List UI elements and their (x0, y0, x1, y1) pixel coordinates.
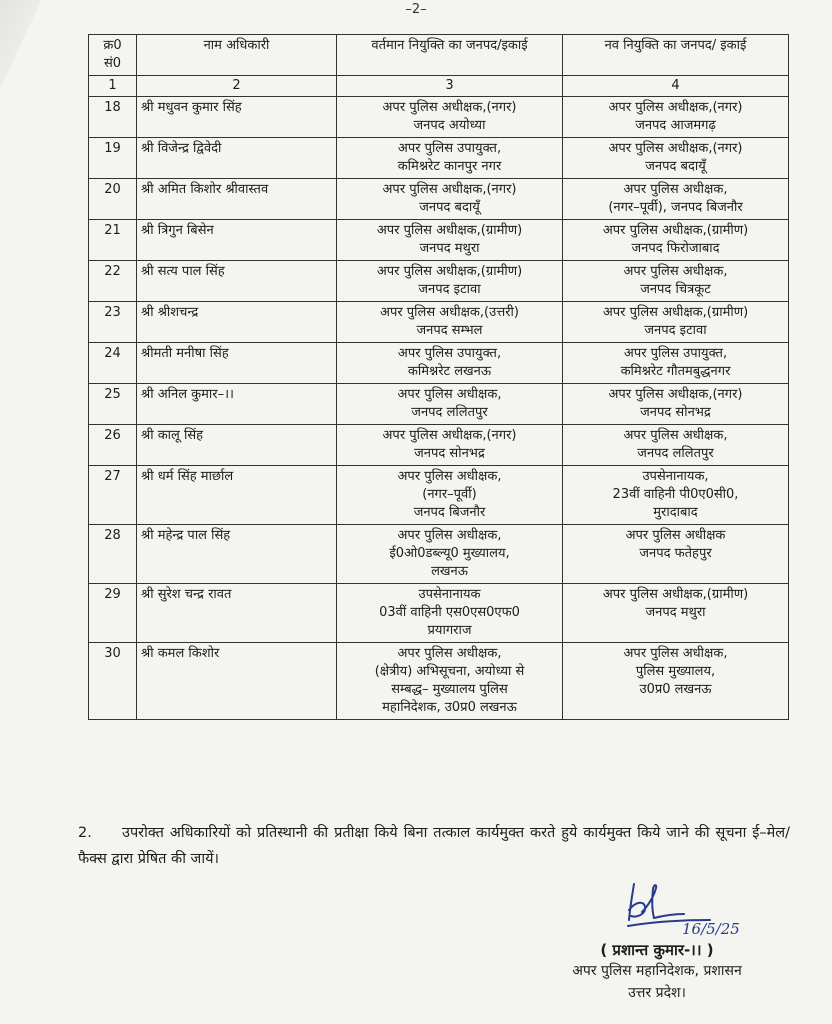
new-posting-cell: अपर पुलिस अधीक्षक जनपद फतेहपुर (563, 525, 789, 584)
serial-no-cell: 26 (89, 425, 137, 466)
officer-name-cell: श्री कालू सिंह (137, 425, 337, 466)
signature-date: 16/5/25 (682, 920, 740, 938)
serial-no-cell: 25 (89, 384, 137, 425)
new-posting-cell: अपर पुलिस अधीक्षक, जनपद चित्रकूट (563, 261, 789, 302)
new-posting-cell: अपर पुलिस अधीक्षक,(नगर) जनपद बदायूँ (563, 138, 789, 179)
table-row (89, 425, 789, 466)
table-row (89, 261, 789, 302)
handwritten-signature (582, 876, 740, 938)
header-serial-no: क्र0 सं0 (89, 35, 137, 76)
signatory-state: उत्तर प्रदेश। (628, 985, 686, 1001)
new-posting-cell: अपर पुलिस अधीक्षक, (नगर–पूर्वी), जनपद बिजनौर (563, 179, 789, 220)
current-posting-cell: अपर पुलिस अधीक्षक,(नगर) जनपद बदायूँ (337, 179, 563, 220)
officer-name-cell: श्रीमती मनीषा सिंह (137, 343, 337, 384)
table-row (89, 220, 789, 261)
new-posting-cell: अपर पुलिस अधीक्षक, पुलिस मुख्यालय, उ0प्र0 लखनऊ (563, 643, 789, 720)
new-posting-cell: अपर पुलिस उपायुक्त, कमिश्नरेट गौतमबुद्धनगर (563, 343, 789, 384)
serial-no-cell: 20 (89, 179, 137, 220)
header-officer-name: नाम अधिकारी (137, 35, 337, 76)
serial-no-cell: 18 (89, 97, 137, 138)
signature-block (512, 876, 802, 1004)
table-row (89, 525, 789, 584)
table-row (89, 97, 789, 138)
page-number: –2– (405, 2, 427, 17)
new-posting-cell: अपर पुलिस अधीक्षक,(नगर) जनपद सोनभद्र (563, 384, 789, 425)
serial-no-cell: 30 (89, 643, 137, 720)
officer-name-cell: श्री सुरेश चन्द्र रावत (137, 584, 337, 643)
new-posting-cell: अपर पुलिस अधीक्षक,(ग्रामीण) जनपद इटावा (563, 302, 789, 343)
posting-table (88, 34, 789, 720)
serial-no-cell: 29 (89, 584, 137, 643)
serial-no-cell: 28 (89, 525, 137, 584)
officer-name-cell: श्री त्रिगुन बिसेन (137, 220, 337, 261)
column-number: 3 (337, 76, 563, 97)
new-posting-cell: अपर पुलिस अधीक्षक,(नगर) जनपद आजमगढ़ (563, 97, 789, 138)
table-header-row (89, 35, 789, 76)
current-posting-cell: अपर पुलिस अधीक्षक,(नगर) जनपद सोनभद्र (337, 425, 563, 466)
serial-no-cell: 22 (89, 261, 137, 302)
paragraph-number: 2. (78, 825, 92, 841)
table-row (89, 466, 789, 525)
current-posting-cell: अपर पुलिस अधीक्षक, (नगर–पूर्वी) जनपद बिजनौर (337, 466, 563, 525)
header-new-posting: नव नियुक्ति का जनपद/ इकाई (563, 35, 789, 76)
serial-no-cell: 27 (89, 466, 137, 525)
new-posting-cell: अपर पुलिस अधीक्षक,(ग्रामीण) जनपद मथुरा (563, 584, 789, 643)
column-number: 2 (137, 76, 337, 97)
current-posting-cell: उपसेनानायक 03वीं वाहिनी एस0एस0एफ0 प्रयागराज (337, 584, 563, 643)
serial-no-cell: 21 (89, 220, 137, 261)
officer-name-cell: श्री अमित किशोर श्रीवास्तव (137, 179, 337, 220)
table-row (89, 643, 789, 720)
table-row (89, 179, 789, 220)
officer-name-cell: श्री अनिल कुमार–।। (137, 384, 337, 425)
officer-name-cell: श्री श्रीशचन्द्र (137, 302, 337, 343)
column-number: 1 (89, 76, 137, 97)
officer-name-cell: श्री विजेन्द्र द्विवेदी (137, 138, 337, 179)
officer-name-cell: श्री कमल किशोर (137, 643, 337, 720)
current-posting-cell: अपर पुलिस उपायुक्त, कमिश्नरेट कानपुर नगर (337, 138, 563, 179)
paragraph-text: उपरोक्त अधिकारियों को प्रतिस्थानी की प्रतीक्षा किये बिना तत्काल कार्यमुक्त करते हुये कार्यमुक्त किये जाने की सूचना ई–मेल/फैक्स द्वारा प्रेषित की जायें। (78, 825, 790, 867)
table-row (89, 302, 789, 343)
serial-no-cell: 19 (89, 138, 137, 179)
new-posting-cell: अपर पुलिस अधीक्षक,(ग्रामीण) जनपद फिरोजाबाद (563, 220, 789, 261)
current-posting-cell: अपर पुलिस अधीक्षक,(ग्रामीण) जनपद इटावा (337, 261, 563, 302)
header-current-posting: वर्तमान नियुक्ति का जनपद/इकाई (337, 35, 563, 76)
current-posting-cell: अपर पुलिस उपायुक्त, कमिश्नरेट लखनऊ (337, 343, 563, 384)
officer-name-cell: श्री धर्म सिंह मार्छाल (137, 466, 337, 525)
serial-no-cell: 23 (89, 302, 137, 343)
new-posting-cell: अपर पुलिस अधीक्षक, जनपद ललितपुर (563, 425, 789, 466)
officer-name-cell: श्री महेन्द्र पाल सिंह (137, 525, 337, 584)
current-posting-cell: अपर पुलिस अधीक्षक,(ग्रामीण) जनपद मथुरा (337, 220, 563, 261)
new-posting-cell: उपसेनानायक, 23वीं वाहिनी पी0ए0सी0, मुरादाबाद (563, 466, 789, 525)
column-number-row (89, 76, 789, 97)
current-posting-cell: अपर पुलिस अधीक्षक, ई0ओ0डब्ल्यू0 मुख्यालय, लखनऊ (337, 525, 563, 584)
serial-no-cell: 24 (89, 343, 137, 384)
current-posting-cell: अपर पुलिस अधीक्षक,(उत्तरी) जनपद सम्भल (337, 302, 563, 343)
instruction-paragraph (78, 820, 790, 872)
table-row (89, 384, 789, 425)
signatory-designation: अपर पुलिस महानिदेशक, प्रशासन (572, 963, 742, 979)
current-posting-cell: अपर पुलिस अधीक्षक,(नगर) जनपद अयोध्या (337, 97, 563, 138)
officer-name-cell: श्री मधुवन कुमार सिंह (137, 97, 337, 138)
table-row (89, 138, 789, 179)
officer-name-cell: श्री सत्य पाल सिंह (137, 261, 337, 302)
signatory-name: ( प्रशान्त कुमार-।। ) (600, 941, 714, 959)
table-row (89, 343, 789, 384)
table-row (89, 584, 789, 643)
current-posting-cell: अपर पुलिस अधीक्षक, (क्षेत्रीय) अभिसूचना, अयोध्या से सम्बद्ध– मुख्यालय पुलिस महानिदेशक, उ0प्र0 लखनऊ (337, 643, 563, 720)
column-number: 4 (563, 76, 789, 97)
current-posting-cell: अपर पुलिस अधीक्षक, जनपद ललितपुर (337, 384, 563, 425)
